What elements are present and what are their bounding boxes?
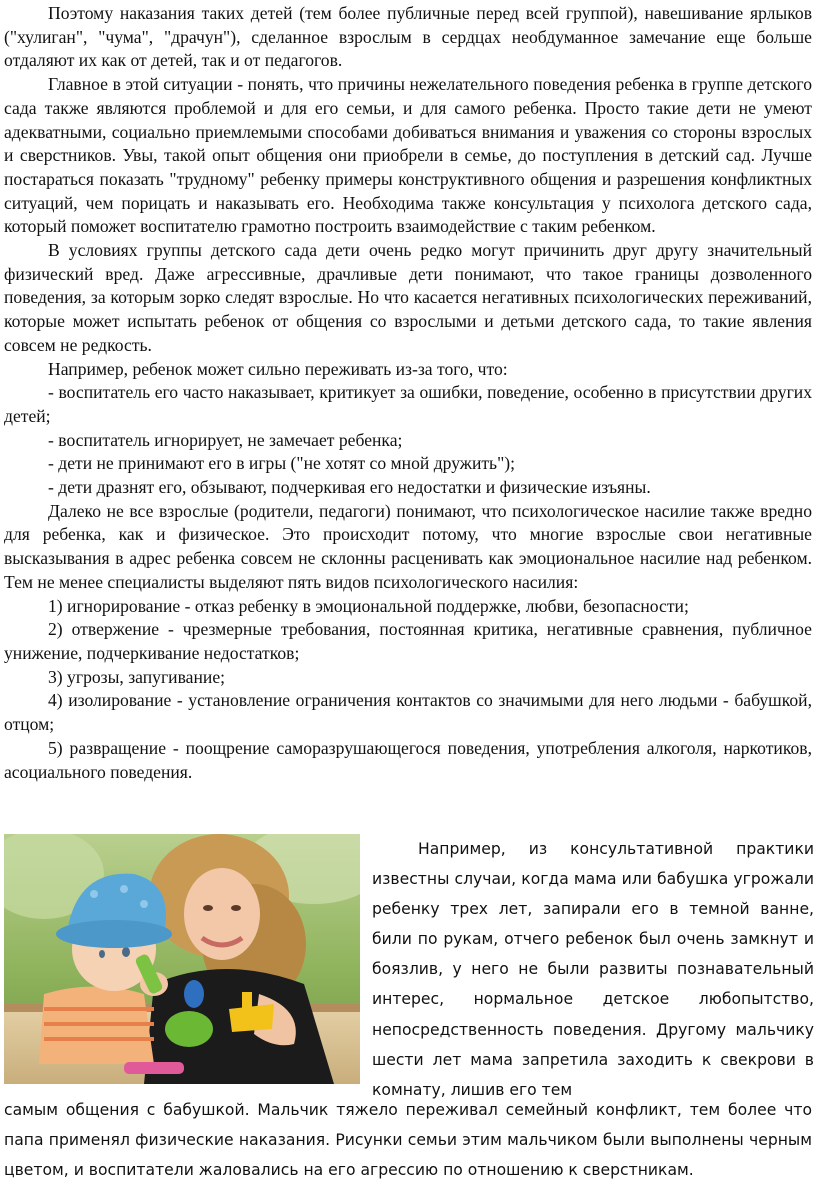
list-item: - дети не принимают его в игры ("не хотят со мной дружить"); — [48, 453, 516, 474]
numbered-item: 2) отвержение - чрезмерные требования, постоянная критика, негативные сравнения, публичное унижение, подчеркивание недостатков; — [4, 619, 812, 663]
paragraph-2: Главное в этой ситуации - понять, что причины нежелательного поведения ребенка в группе детского сада также являются проблемой и для его семьи, и для самого ребенка. Просто такие дети не умеют адекватными, социально приемлемыми способами добиваться внимания и уважения со стороны взрослых и сверстников. Увы, такой опыт общения они приобрели в семье, до поступления в детский сад. Лучше постараться показать "трудному" ребенку примеры конструктивного общения и разрешения конфликтных ситуаций, чем порицать и наказывать его. Необходима также консультация у психолога детского сада, который поможет воспитателю грамотно построить взаимодействие с таким ребенком. — [4, 74, 812, 237]
side-text-column — [372, 834, 814, 1105]
paragraph-5: Далеко не все взрослые (родители, педагоги) понимают, что психологическое насилие также вредно для ребенка, как и физическое. Это происходит потому, что многие взрослые свои негативные высказывания в адрес ребенка совсем не склонны расценивать как эмоциональное насилие над ребенком. Тем не менее специалисты выделяют пять видов психологического насилия: — [4, 500, 812, 592]
numbered-item: 1) игнорирование - отказ ребенку в эмоциональной поддержке, любви, безопасности; — [48, 595, 689, 616]
list-item: - воспитатель игнорирует, не замечает ребенка; — [48, 429, 403, 450]
bottom-text — [4, 1095, 812, 1185]
lower-section — [0, 834, 816, 1184]
side-paragraph: Например, из консультативной практики известны случаи, когда мама или бабушка угрожали ребенку трех лет, запирали его в темной ванне, били по рукам, отчего ребенок был очень замкнут и боязлив, у него не были развиты познавательный интерес, нормальное детское любопытство, непосредственность поведения. Другому мальчику шести лет мама запретила заходить к свекрови в комнату, лишив его тем — [372, 840, 814, 1099]
article-body — [4, 2, 812, 784]
photo-mother-child-sandbox — [4, 834, 360, 1084]
numbered-item: 4) изолирование - установление ограничения контактов со значимыми для него людьми - бабушкой, отцом; — [4, 690, 812, 735]
numbered-item: 5) развращение - поощрение саморазрушающегося поведения, употребления алкоголя, наркотиков, асоциального поведения. — [4, 737, 812, 782]
paragraph-1: Поэтому наказания таких детей (тем более публичные перед всей группой), навешивание ярлыков ("хулиган", "чума", "драчун"), сделанное взрослым в сердцах необдуманное замечание еще больше отдаляют их как от детей, так и от педагогов. — [4, 3, 812, 71]
paragraph-4: Например, ребенок может сильно переживать из-за того, что: — [48, 358, 508, 379]
bottom-paragraph: самым общения с бабушкой. Мальчик тяжело переживал семейный конфликт, тем более что папа применял физические наказания. Рисунки семьи этим мальчиком были выполнены черным цветом, и воспитатели жаловались на его агрессию по отношению к сверстникам. — [4, 1101, 812, 1180]
numbered-item: 3) угрозы, запугивание; — [48, 666, 226, 687]
paragraph-3: В условиях группы детского сада дети очень редко могут причинить друг другу значительный физический вред. Даже агрессивные, драчливые дети понимают, что такое границы дозволенного поведения, за которым зорко следят взрослые. Но что касается негативных психологических переживаний, которые может испытать ребенок от общения со взрослыми и детьми детского сада, то такие явления совсем не редкость. — [4, 240, 812, 355]
list-item: - дети дразнят его, обзывают, подчеркивая его недостатки и физические изъяны. — [48, 477, 651, 498]
list-item: - воспитатель его часто наказывает, критикует за ошибки, поведение, особенно в присутствии других детей; — [4, 382, 812, 426]
